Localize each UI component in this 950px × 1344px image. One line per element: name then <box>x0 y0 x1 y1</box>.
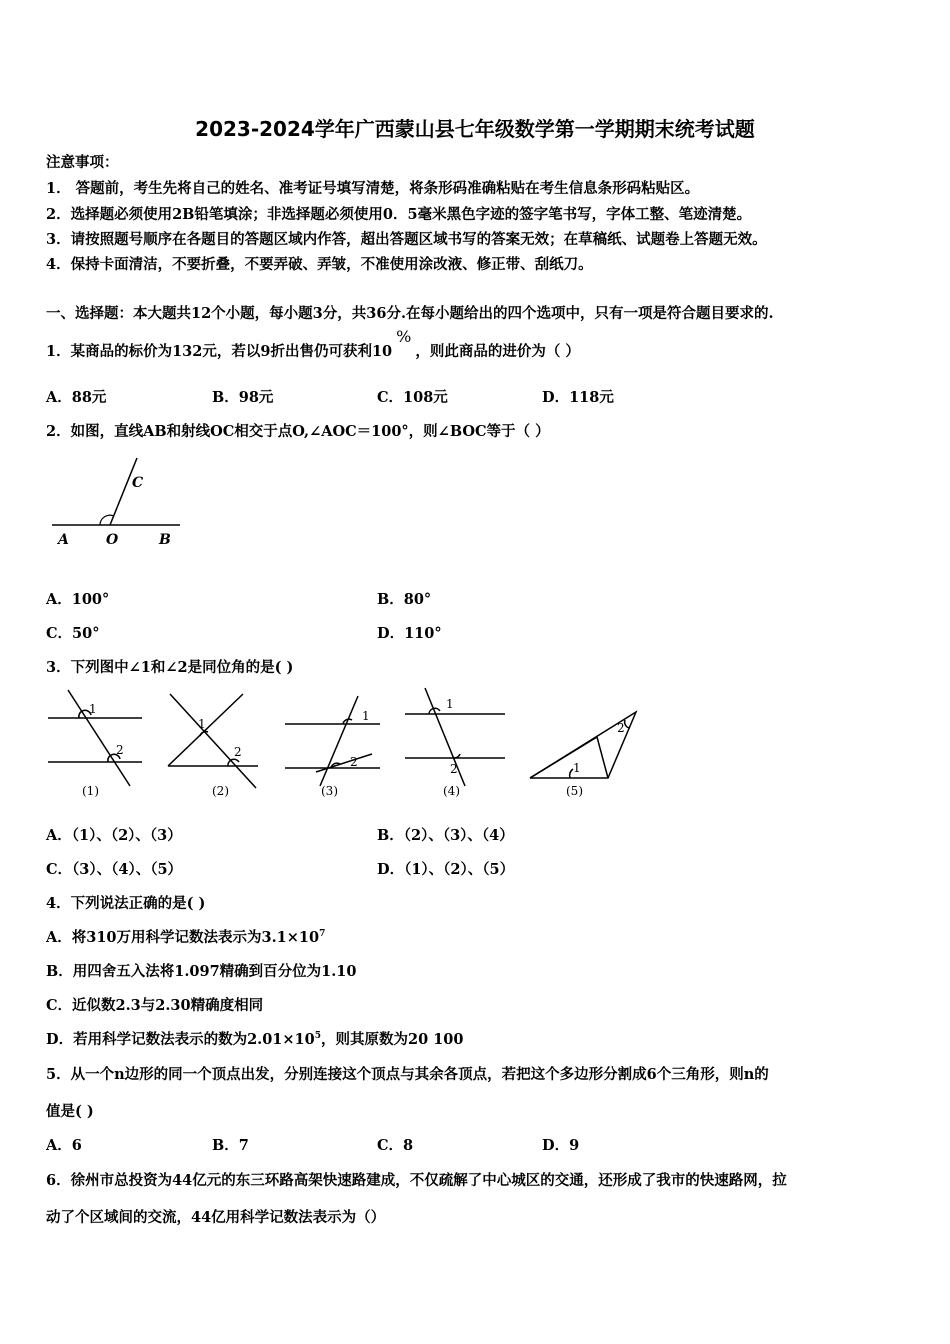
q5-option-d[interactable]: D．9 <box>542 1137 580 1154</box>
question-4-stem: 4．下列说法正确的是( ) <box>46 895 206 912</box>
angle-label: 1 <box>198 717 206 731</box>
q2-figure <box>46 452 196 552</box>
label-a: A <box>58 532 69 548</box>
q5-option-b[interactable]: B．7 <box>212 1137 249 1154</box>
q3-option-a[interactable]: A．（1）、（2）、（3） <box>46 827 182 844</box>
section-heading: 一、选择题：本大题共12个小题，每小题3分，共36分.在每小题给出的四个选项中，只有一项是符合题目要求的. <box>46 305 774 322</box>
q1-percent: % <box>396 327 412 346</box>
notice-item: 4．保持卡面清洁，不要折叠，不要弄破、弄皱，不准使用涂改液、修正带、刮纸刀。 <box>46 256 593 273</box>
angle-label: 2 <box>450 762 458 776</box>
q2-option-c[interactable]: C．50° <box>46 625 100 642</box>
q3-option-b[interactable]: B．（2）、（3）、（4） <box>377 827 514 844</box>
angle-label: 2 <box>234 745 242 759</box>
question-3-stem: 3．下列图中∠1和∠2是同位角的是( ) <box>46 659 294 676</box>
q3-option-d[interactable]: D．（1）、（2）、（5） <box>377 861 515 878</box>
figure-caption: (2) <box>212 784 229 798</box>
q4-option-b[interactable]: B．用四舍五入法将1.097精确到百分位为1.10 <box>46 963 357 980</box>
label-b: B <box>159 532 171 548</box>
figure-caption: (4) <box>443 784 460 798</box>
q5-option-a[interactable]: A．6 <box>46 1137 82 1154</box>
question-6-stem: 6．徐州市总投资为44亿元的东三环路高架快速路建成，不仅疏解了中心城区的交通，还形成了我市的快速路网，拉 <box>46 1172 787 1189</box>
q2-option-b[interactable]: B．80° <box>377 591 432 608</box>
label-c: C <box>132 475 144 491</box>
q5-option-c[interactable]: C．8 <box>377 1137 414 1154</box>
page-title: 2023-2024学年广西蒙山县七年级数学第一学期期末统考试题 <box>195 117 755 141</box>
angle-label: 2 <box>350 755 358 769</box>
q1-option-a[interactable]: A．88元 <box>46 389 107 406</box>
q4-option-a-text: A．将310万用科学记数法表示为3.1×10 <box>46 929 320 946</box>
q1-option-c[interactable]: C．108元 <box>377 389 448 406</box>
question-2-stem: 2．如图，直线AB和射线OC相交于点O,∠AOC＝100°，则∠BOC等于（ ） <box>46 423 550 440</box>
q1-option-b[interactable]: B．98元 <box>212 389 274 406</box>
figure-caption: (3) <box>321 784 338 798</box>
q3-option-c[interactable]: C．（3）、（4）、（5） <box>46 861 183 878</box>
q4-option-d-text: D．若用科学记数法表示的数为2.01×10 <box>46 1031 315 1048</box>
notice-item: 1． 答题前，考生先将自己的姓名、准考证号填写清楚，将条形码准确粘贴在考生信息条形码粘贴区。 <box>46 180 700 197</box>
angle-label: 2 <box>116 743 124 757</box>
question-5-stem: 5．从一个n边形的同一个顶点出发，分别连接这个顶点与其余各顶点，若把这个多边形分割成6个三角形，则n的 <box>46 1066 769 1083</box>
notice-item: 2．选择题必须使用2B铅笔填涂；非选择题必须使用0．5毫米黑色字迹的签字笔书写，字体工整、笔迹清楚。 <box>46 206 752 223</box>
question-1-stem <box>46 327 580 361</box>
figure-caption: (1) <box>82 784 99 798</box>
q4-option-d-text: ，则其原数为20 100 <box>320 1031 464 1048</box>
angle-label: 2 <box>617 721 625 735</box>
q4-option-c[interactable]: C．近似数2.3与2.30精确度相同 <box>46 997 264 1014</box>
notice-heading: 注意事项： <box>46 154 119 171</box>
angle-label: 1 <box>573 761 581 775</box>
q1-stem-part: 1．某商品的标价为132元，若以9折出售仍可获利10 <box>46 343 393 360</box>
question-6-stem-cont: 动了个区域间的交流，44亿用科学记数法表示为（） <box>46 1209 386 1226</box>
notice-item: 3．请按照题号顺序在各题目的答题区域内作答，超出答题区域书写的答案无效；在草稿纸、试题卷上答题无效。 <box>46 231 767 248</box>
q3-figures <box>40 682 650 802</box>
angle-label: 1 <box>362 709 370 723</box>
label-o: O <box>106 532 119 548</box>
q1-stem-part: ，则此商品的进价为（ ） <box>415 343 580 360</box>
figure-caption: (5) <box>566 784 583 798</box>
q1-option-d[interactable]: D．118元 <box>542 389 614 406</box>
q4-option-a-exponent: 7 <box>319 929 326 940</box>
angle-label: 1 <box>446 697 454 711</box>
q2-option-a[interactable]: A．100° <box>46 591 110 608</box>
q2-option-d[interactable]: D．110° <box>377 625 442 642</box>
q4-option-d-exponent: 5 <box>314 1031 321 1042</box>
q4-option-a[interactable] <box>46 926 325 947</box>
question-5-stem-cont: 值是( ) <box>46 1103 94 1120</box>
angle-label: 1 <box>89 702 97 716</box>
q4-option-d[interactable] <box>46 1028 463 1049</box>
